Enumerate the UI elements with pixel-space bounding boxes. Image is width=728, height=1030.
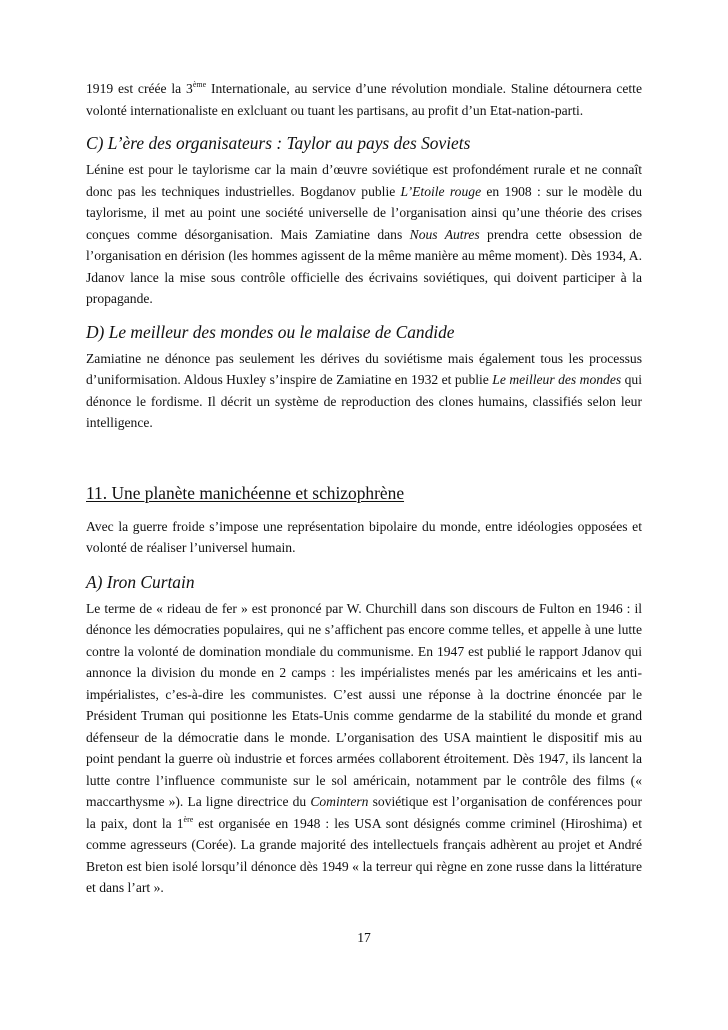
section-c-text-2: en 1908 : sur le modèle du taylorisme, il met au point une société universelle de l’organisation ainsi qu’une théorie des crises conçues comme désorganisation. Mais Zamiatine dans (86, 183, 642, 242)
page-number: 17 (357, 930, 371, 945)
section-a-text-1: Le terme de « rideau de fer » est prononcé par W. Churchill dans son discours de Fulton en 1946 : il dénonce les démocraties populaires, qui ne s’affichent pas encore comme telles, et appelle à une lutte contre la volonté de domination mondiale du communisme. En 1947 est publié le rapport Jdanov qui annonce la division du monde en 2 camps : les impérialistes menés par les américains et les anti-impérialistes, c’es-à-dire les communistes. C’est aussi une réponse à la doctrine énoncée par le Président Truman qui positionne les Etats-Unis comme gendarme de la stabilité du monde et grand défenseur de la démocratie dans le monde. L’organisation des USA maintient le dispositif mis au point pendant la guerre où industrie et forces armées collaborent étroitement. Dès 1947, ils lancent la lutte contre l’influence communiste sur le sol américain, notamment par le contrôle des films (« maccarthysme »). La ligne directrice du (86, 600, 642, 809)
section-a-superscript: ère (183, 814, 194, 824)
section-d-text-2: qui dénonce le fordisme. Il décrit un système de reproduction des clones humains, classifiés selon leur intelligence. (86, 372, 642, 430)
section-c-book-title-2: Nous Autres (409, 226, 480, 242)
document-page (86, 78, 642, 899)
section-11-paragraph: Avec la guerre froide s’impose une représentation bipolaire du monde, entre idéologies opposées et volonté de réaliser l’universel humain. (86, 518, 642, 555)
section-c-paragraph (86, 159, 642, 310)
section-d-text-1: Zamiatine ne dénonce pas seulement les dérives du soviétisme mais également tous les processus d’uniformisation. Aldous Huxley s’inspire de Zamiatine en 1932 et publie (86, 350, 642, 387)
section-11-heading: 11. Une planète manichéenne et schizophrène (86, 482, 405, 503)
section-c-text-3: prendra cette obsession de l’organisation en dérision (les hommes agissent de la même manière au même moment). Dès 1934, A. Jdanov lance la mise sous contrôle officielle des écrivains soviétiques, qui doivent participer à la propagande. (86, 226, 643, 306)
section-d-heading: D) Le meilleur des mondes ou le malaise de Candide (86, 321, 455, 342)
section-a-comintern: Comintern (310, 794, 369, 809)
section-c-book-title-1: L’Etoile rouge (400, 183, 482, 199)
section-a-paragraph (86, 598, 642, 899)
section-c-heading: C) L’ère des organisateurs : Taylor au pays des Soviets (86, 133, 471, 153)
section-c-text-1: Lénine est pour le taylorisme car la main d’œuvre soviétique est profondément rurale et ne connaît donc pas les techniques industrielles. Bogdanov publie (86, 162, 642, 199)
section-a-text-3: est organisée en 1948 : les USA sont désignés comme criminel (Hiroshima) et comme agresseurs (Corée). La grande majorité des intellectuels français adhèrent au projet et André Breton est bien isolé lorsqu’il dénonce dès 1949 « la terreur qui règne en zone russe dans la littérature et dans l’art ». (86, 815, 642, 895)
section-d-paragraph (86, 348, 642, 434)
intro-superscript: ème (192, 80, 207, 89)
section-a-text-2: soviétique est l’organisation de conférences pour la paix, dont la 1 (86, 794, 642, 831)
intro-text-2: Internationale, au service d’une révolution mondiale. Staline détournera cette volonté internationaliste en exlcluant ou tuant les partisans, au profit d’un Etat-nation-parti. (86, 81, 642, 118)
intro-paragraph (86, 78, 642, 121)
section-d-book-title: Le meilleur des mondes (492, 372, 622, 387)
intro-text-1: 1919 est créée la 3 (86, 81, 193, 96)
section-a-heading: A) Iron Curtain (86, 571, 195, 592)
